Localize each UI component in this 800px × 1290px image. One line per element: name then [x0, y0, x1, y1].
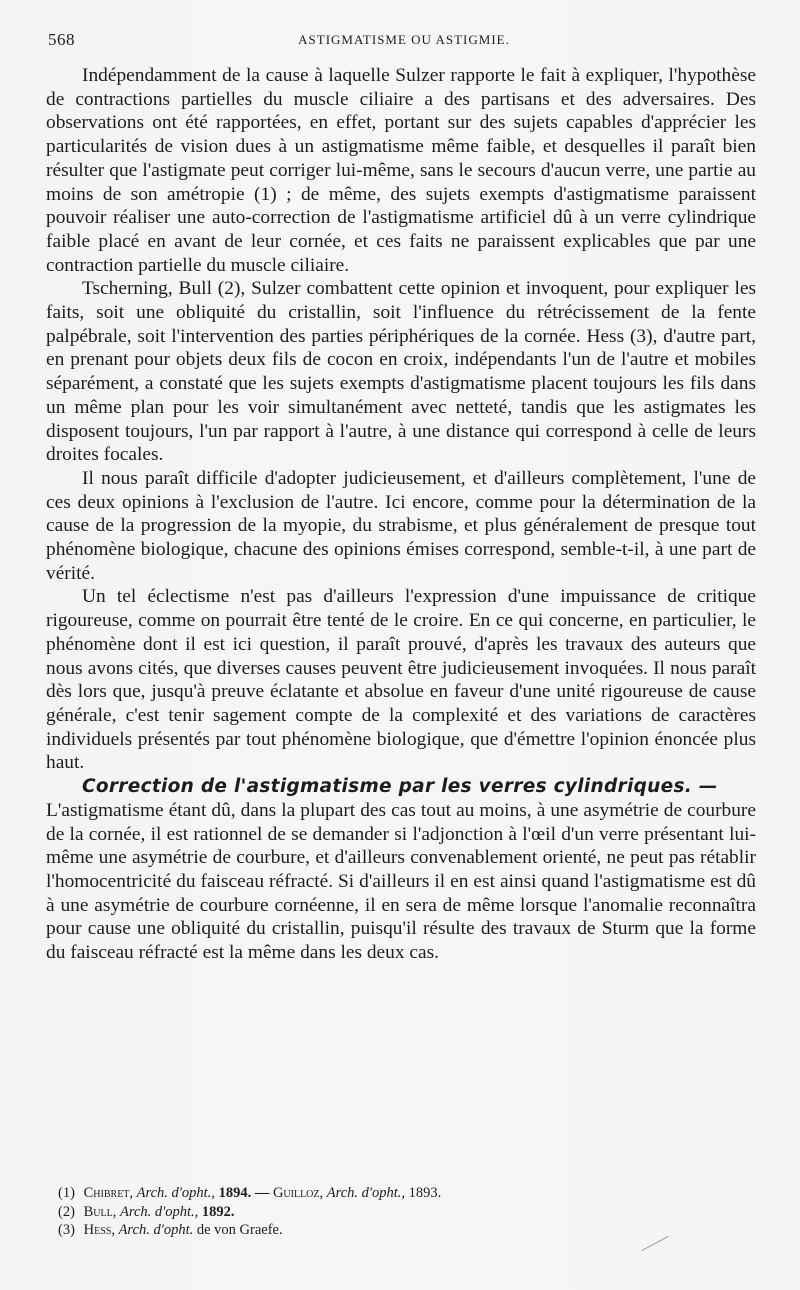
footnote-author: Chibret,	[83, 1185, 134, 1201]
footnote-3	[58, 1221, 618, 1240]
section-paragraph	[46, 775, 756, 965]
footnote-source: de von Graefe.	[196, 1222, 283, 1238]
running-head: ASTIGMATISME OU ASTIGMIE.	[298, 32, 510, 47]
footnote-1	[58, 1184, 618, 1203]
body-text	[46, 64, 756, 965]
section-text: L'astigmatisme étant dû, dans la plupart des cas tout au moins, à une asymétrie de courbure de la cornée, il est rationnel de se demander si l'adjonction à l'œil d'un verre présentant lui-même une asymétrie de courbure, et d'ailleurs convenablement orienté, ne peut pas rétablir l'homocentricité du faisceau réfracté. Si d'ailleurs il en est ainsi quand l'astigmatisme est dû à une asymétrie de courbure cornéenne, il en sera de même lorsque l'anomalie reconnaîtra pour cause une obliquité du cristallin, puisqu'il résulte des travaux de Sturm que la forme du faisceau réfracté est la même dans les deux cas.	[46, 799, 756, 964]
footnote-2	[58, 1203, 618, 1222]
page-header	[48, 30, 760, 54]
footnote-journal: Arch. d'opht.,	[326, 1185, 406, 1201]
footnote-author: Guilloz,	[272, 1185, 324, 1201]
paragraph-1: Indépendamment de la cause à laquelle Sulzer rapporte le fait à expliquer, l'hypothèse de contractions partielles du muscle ciliaire a des partisans et des adversaires. Des observations ont été rapportées, en effet, portant sur des sujets capables d'apprécier les particularités de vision dues à un astigmatisme même faible, et desquelles il paraît bien résulter que l'astigmate peut corriger lui-même, sans le secours d'aucun verre, une partie au moins de son amétropie (1) ; de même, des sujets exempts d'astigmatisme paraissent pouvoir réaliser une auto-correction de l'astigmatisme artificiel dû à un verre cylindrique faible placé en avant de leur cornée, et ces faits ne paraissent explicables que par une contraction partielle du muscle ciliaire.	[46, 65, 756, 276]
section-title: Correction de l'astigmatisme par les verres cylindriques. —	[82, 776, 718, 798]
footnote-mark: (3)	[58, 1222, 75, 1238]
footnotes	[58, 1184, 618, 1240]
paragraph-4: Un tel éclectisme n'est pas d'ailleurs l'expression d'une impuissance de critique rigoureuse, comme on pourrait être tenté de le croire. En ce qui concerne, en particulier, le phénomène dont il est ici question, il paraît prouvé, d'après les travaux des auteurs que nous avons cités, que diverses causes peuvent être judicieusement invoquées. Il nous paraît dès lors que, jusqu'à preuve éclatante et absolue en faveur d'une unité rigoureuse de cause générale, c'est tenir sagement compte de la complexité et des variations de caractères individuels présentés par tout phénomène biologique, que d'émettre l'opinion énoncée plus haut.	[46, 586, 756, 774]
paragraph-2: Tscherning, Bull (2), Sulzer combattent cette opinion et invoquent, pour expliquer les faits, soit une obliquité du cristallin, soit l'influence du rétrécissement de la fente palpébrale, soit l'intervention des parties périphériques de la cornée. Hess (3), d'autre part, en prenant pour objets deux fils de cocon en croix, indépendants l'un de l'autre et mobiles séparément, a constaté que les sujets exempts d'astigmatisme placent toujours les fils dans un même plan pour les voir simultanément avec netteté, tandis que les astigmates les disposent toujours, l'un par rapport à l'autre, à une distance qui correspond à celle de leurs droites focales.	[46, 278, 756, 466]
footnote-author: Bull,	[83, 1203, 117, 1220]
footnote-journal: Arch. d'opht.	[118, 1222, 194, 1238]
footnote-year: 1892.	[201, 1203, 235, 1220]
page-number: 568	[48, 30, 75, 49]
footnote-journal: Arch. d'opht.,	[120, 1203, 199, 1220]
footnote-journal: Arch. d'opht.,	[136, 1185, 215, 1201]
scan-mark	[642, 1236, 669, 1251]
footnote-mark: (1)	[58, 1185, 75, 1201]
paragraph-3: Il nous paraît difficile d'adopter judicieusement, et d'ailleurs complètement, l'une de ces deux opinions à l'exclusion de l'autre. Ici encore, comme pour la détermination de la cause de la progression de la myopie, du strabisme, et plus généralement de presque tout phénomène biologique, chacune des opinions émises correspond, semble-t-il, à une part de vérité.	[46, 467, 756, 584]
footnote-author: Hess,	[83, 1222, 115, 1238]
footnote-year: 1894. —	[218, 1185, 270, 1201]
footnote-year: 1893.	[408, 1185, 442, 1201]
footnote-mark: (2)	[58, 1203, 75, 1220]
